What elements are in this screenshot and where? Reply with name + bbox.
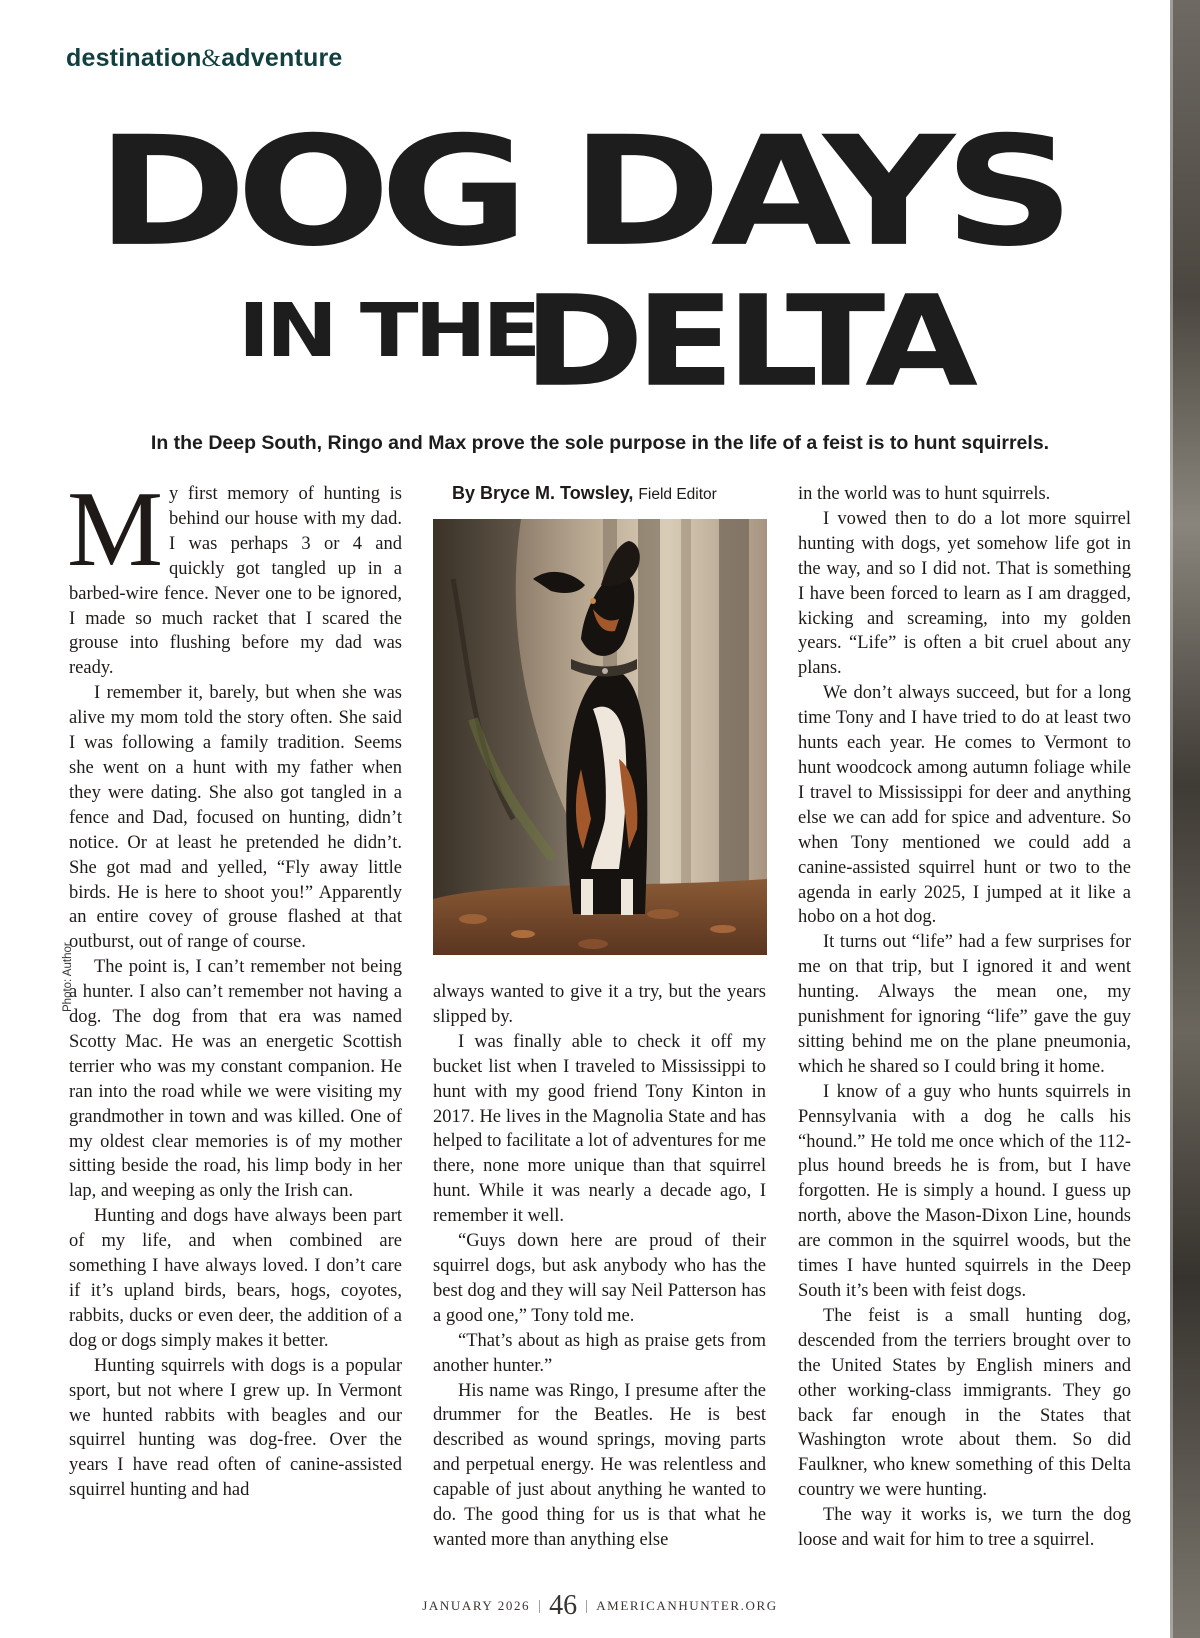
paragraph: always wanted to give it a try, but the years slipped by. — [433, 982, 766, 1027]
body-column-3 — [798, 482, 1131, 1553]
paragraph: “Guys down here are proud of their squirrel dogs, but ask anybody who has the best dog and they will say Neil Patterson has a good one,” Tony told me. — [433, 1231, 766, 1326]
paragraph: I remember it, barely, but when she was alive my mom told the story often. She said I was following a family tradition. Seems she went on a hunt with my father when they were dating. She also got tangled in a fence and Dad, focused on hunting, didn’t notice. Or at least he pretended he didn’t. She got mad and yelled, “Fly away little birds. He is here to shoot you!” Apparently an entire covey of grouse flashed at that outburst, out of range of course. — [69, 683, 402, 953]
adjacent-page-edge — [1170, 0, 1200, 1638]
body-column-2 — [433, 980, 766, 1553]
paragraph: The feist is a small hunting dog, descended from the terriers brought over to the United States by English miners and other working-class immigrants. They go back far enough in the States that Washington wrote about them. So did Faulkner, who knew something of this Delta country we were hunting. — [798, 1305, 1131, 1501]
drop-cap: M — [67, 470, 164, 589]
paragraph: I vowed then to do a lot more squirrel hunting with dogs, yet somehow life got in the way, and so I did not. That is something I have been forced to learn as I am dragged, kicking and screaming, into my golden years. “Life” is often a bit cruel about any plans. — [798, 508, 1131, 679]
paragraph: I was finally able to check it off my bucket list when I traveled to Mississippi to hunt with my good friend Tony Kinton in 2017. He lives in the Magnolia State and has helped to facilitate a lot of adventures for me there, none more unique than that squirrel hunt. While it was nearly a decade ago, I remember it well. — [433, 1031, 766, 1227]
paragraph: His name was Ringo, I presume after the drummer for the Beatles. He is best described as wound springs, moving parts and perpetual energy. He was relentless and capable of just about anything he wanted to do. The good thing for us is that what he wanted more than anything else — [433, 1380, 766, 1550]
website: AMERICANHUNTER.ORG — [596, 1598, 778, 1613]
footer-separator: | — [538, 1597, 542, 1614]
paragraph: It turns out “life” had a few surprises for me on that trip, but I ignored it and went hunting. Always the mean one, my punishment for ignoring “life” gave the guy sitting behind me on the plane pneumonia, which he shared so I could bring it home. — [798, 932, 1131, 1077]
paragraph: Hunting squirrels with dogs is a popular sport, but not where I grew up. In Vermont we hunted rabbits with beagles and our squirrel hunting was dog-free. Over the years I have read often of canine-assisted squirrel hunting and had — [69, 1355, 402, 1501]
page-footer — [0, 1590, 1200, 1622]
paragraph: in the world was to hunt squirrels. — [798, 484, 1051, 504]
headline-line-2-small: IN THE — [238, 287, 538, 374]
dog-photo — [433, 519, 767, 955]
paragraph: The way it works is, we turn the dog loose and wait for him to tree a squirrel. — [798, 1505, 1131, 1551]
paragraph: The point is, I can’t remember not being a hunter. I also can’t remember not having a dog. The dog from that era was named Scotty Mac. He was an energetic Scottish terrier who was my constant companion. He ran into the road while we were visiting my grandmother in town and was killed. One of my oldest clear memories is of my mother sitting beside the road, his limp body in her lap, and weeping as only the Irish can. — [69, 957, 402, 1202]
paragraph: My first memory of hunting is behind our house with my dad. I was perhaps 3 or 4 and quickly got tangled up in a barbed-wire fence. Never one to be ignored, I made so much racket that I scared the grouse into flushing before my dad was ready. — [67, 470, 402, 679]
article-deck: In the Deep South, Ringo and Max prove the sole purpose in the life of a feist is to hunt squirrels. — [150, 432, 1050, 454]
headline-line-1: DOG DAYS — [96, 103, 1064, 280]
paragraph: Hunting and dogs have always been part of my life, and when combined are something I have always loved. I don’t care if it’s upland birds, bears, hogs, coyotes, rabbits, ducks or even deer, the addition of a dog or dogs simply makes it better. — [69, 1206, 402, 1351]
section-label: destination&adventure — [66, 44, 343, 72]
byline — [452, 483, 717, 504]
author-role: Field Editor — [638, 486, 717, 503]
issue-date: JANUARY 2026 — [422, 1598, 531, 1613]
photo-credit: Photo: Author — [62, 942, 74, 1012]
footer-separator: | — [585, 1597, 589, 1614]
paragraph: We don’t always succeed, but for a long time Tony and I have tried to do at least two hunts each year. He comes to Vermont to hunt woodcock among autumn foliage while I travel to Mississippi for deer and anything else we can add for spice and adventure. So when Tony mentioned we could add a canine-assisted squirrel hunt or two to the agenda in early 2025, I jumped at it like a hobo on a hot dog. — [798, 683, 1131, 928]
author-name: By Bryce M. Towsley, — [452, 483, 634, 503]
paragraph: “That’s about as high as praise gets from another hunter.” — [433, 1330, 766, 1376]
page-number: 46 — [549, 1590, 578, 1621]
paragraph: I know of a guy who hunts squirrels in Pennsylvania with a dog he calls his “hound.” He told me once which of the 112-plus hound breeds he is from, but I have forgotten. He is simply a hound. I guess up north, above the Mason-Dixon Line, hounds are common in the squirrel woods, but the times I have hunted squirrels in the Deep South it’s been with feist dogs. — [798, 1081, 1131, 1301]
headline-line-2-large: DELTA — [523, 268, 970, 415]
